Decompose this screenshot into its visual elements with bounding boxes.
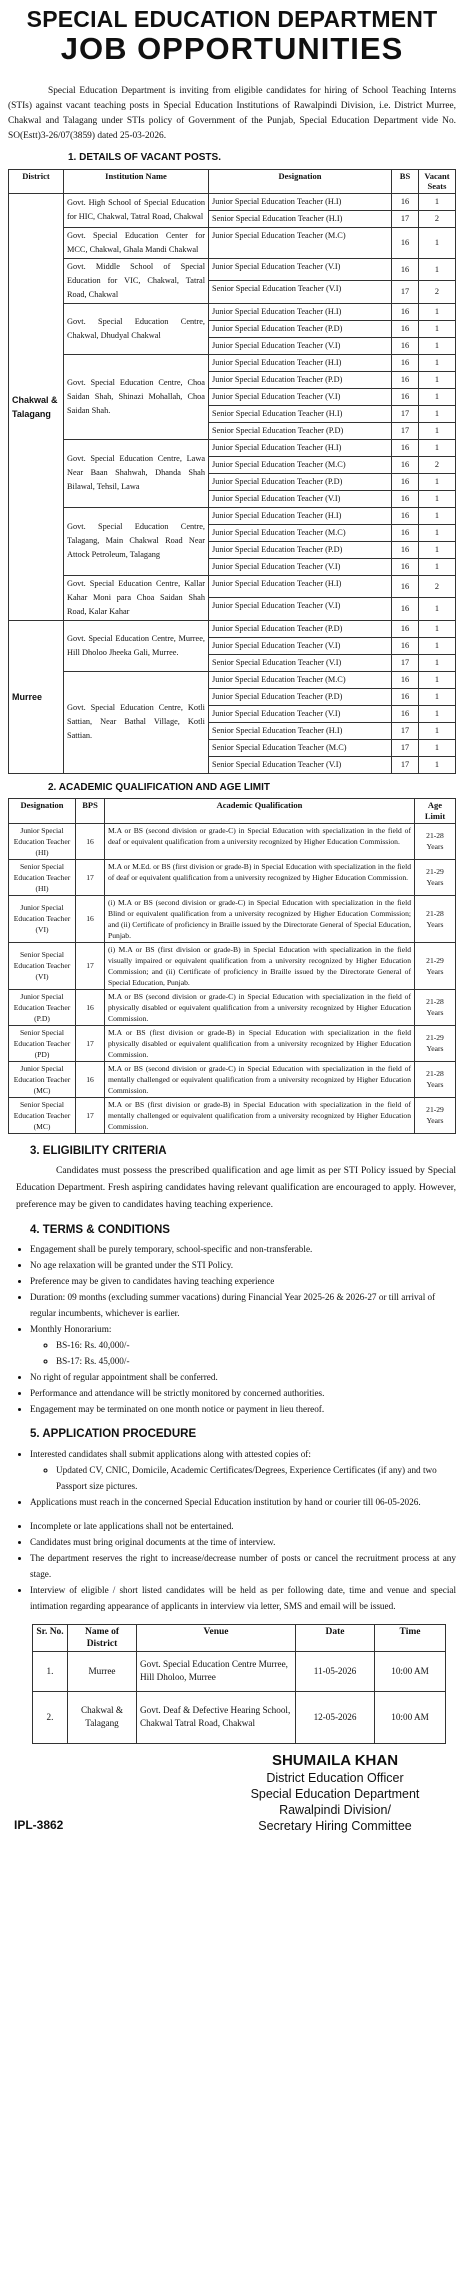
designation-cell: Junior Special Education Teacher (HI): [9, 823, 76, 859]
institution-cell: Govt. High School of Special Education for HIC, Chakwal, Tatral Road, Chakwal: [64, 193, 209, 227]
list-item: • Preference may be given to candidates having teaching experience: [30, 1273, 456, 1289]
designation-cell: Junior Special Education Teacher (H.I): [209, 439, 392, 456]
section-terms-title: 4. TERMS & CONDITIONS: [30, 1223, 170, 1236]
designation-cell: Junior Special Education Teacher (H.I): [209, 354, 392, 371]
qualification-cell: (i) M.A or BS (second division or grade-C) in Special Education with specialization in the field Blind or equivalent qualification from a university recognized by Higher Education Commission; and (ii) Certificate of proficiency in Braille issued by the Directorate General of Special Education, Punjab.: [105, 895, 415, 942]
district-cell: Murree: [68, 1651, 137, 1691]
list-item: • Candidates must bring original documents at the time of interview.: [30, 1534, 456, 1550]
bs-cell: 16: [392, 337, 419, 354]
list-item: ◦ Updated CV, CNIC, Domicile, Academic Certificates/Degrees, Experience Certificates (if any) and two Passport size pictures.: [56, 1462, 456, 1494]
table-row: [9, 439, 456, 456]
age-cell: 21-29 Years: [415, 1025, 456, 1061]
age-cell: 21-28 Years: [415, 1061, 456, 1097]
table-row: [9, 895, 456, 942]
list-item: • No age relaxation will be granted under the STI Policy.: [30, 1257, 456, 1273]
venue-cell: Govt. Special Education Centre Murree, Hill Dholoo, Murree: [137, 1651, 296, 1691]
designation-cell: Junior Special Education Teacher (P.D): [209, 688, 392, 705]
seats-cell: 1: [419, 541, 456, 558]
seats-cell: 2: [419, 575, 456, 598]
bs-cell: 17: [392, 722, 419, 739]
bs-cell: 16: [392, 598, 419, 621]
table-row: [9, 1061, 456, 1097]
designation-cell: Junior Special Education Teacher (V.I): [209, 490, 392, 507]
seats-cell: 1: [419, 490, 456, 507]
vacant-posts-table: [8, 169, 456, 774]
bs-cell: 16: [392, 371, 419, 388]
advertisement: [8, 0, 456, 1852]
seats-cell: 1: [419, 439, 456, 456]
seats-cell: 1: [419, 598, 456, 621]
table-row: [9, 507, 456, 524]
designation-cell: Senior Special Education Teacher (V.I): [209, 654, 392, 671]
signatory-name: SHUMAILA KHAN: [271, 1751, 399, 1769]
department-heading: SPECIAL EDUCATION DEPARTMENT: [26, 6, 438, 32]
col-district: District: [9, 169, 64, 193]
seats-cell: 1: [419, 620, 456, 637]
signatory-line: Special Education Department: [250, 1786, 420, 1801]
section-qualification-title: 2. ACADEMIC QUALIFICATION AND AGE LIMIT: [48, 781, 271, 793]
designation-cell: Junior Special Education Teacher (V.I): [209, 258, 392, 281]
list-item: • Performance and attendance will be strictly monitored by concerned authorities.: [30, 1385, 456, 1401]
bps-cell: 16: [76, 1061, 105, 1097]
designation-cell: Junior Special Education Teacher (V.I): [209, 558, 392, 575]
list-item: ◦ BS-16: Rs. 40,000/-: [56, 1337, 456, 1353]
age-cell: 21-28 Years: [415, 823, 456, 859]
designation-cell: Junior Special Education Teacher (P.D): [209, 620, 392, 637]
venue-cell: Govt. Deaf & Defective Hearing School, Chakwal Tatral Road, Chakwal: [137, 1691, 296, 1743]
seats-cell: 2: [419, 210, 456, 227]
designation-cell: Junior Special Education Teacher (M.C): [209, 524, 392, 541]
designation-cell: Senior Special Education Teacher (M.C): [209, 739, 392, 756]
institution-cell: Govt. Special Education Centre, Choa Saidan Shah, Shinazi Mohallah, Choa Saidan Shah.: [64, 354, 209, 439]
seats-cell: 1: [419, 705, 456, 722]
designation-cell: Junior Special Education Teacher (V.I): [209, 705, 392, 722]
age-cell: 21-28 Years: [415, 895, 456, 942]
seats-cell: 1: [419, 337, 456, 354]
bs-cell: 17: [392, 756, 419, 773]
sr-cell: 1.: [33, 1651, 68, 1691]
designation-cell: Junior Special Education Teacher (H.I): [209, 507, 392, 524]
honorarium-list: [30, 1337, 456, 1369]
date-cell: 11-05-2026: [296, 1651, 375, 1691]
table-row: [9, 354, 456, 371]
bs-cell: 17: [392, 281, 419, 304]
seats-cell: 1: [419, 524, 456, 541]
bs-cell: 16: [392, 473, 419, 490]
designation-cell: Junior Special Education Teacher (P.D): [209, 320, 392, 337]
sr-cell: 2.: [33, 1691, 68, 1743]
table-row: [9, 258, 456, 281]
seats-cell: 1: [419, 422, 456, 439]
qualification-table: [8, 798, 456, 1133]
col-bps: BPS: [76, 799, 105, 823]
qualification-cell: (i) M.A or BS (first division or grade-B) in Special Education with specialization in the field visually impaired or equivalent qualification from a university recognized by Higher Education Commission; and (ii) Certificate of proficiency in Braille issued by the Directorate General of Special Education, Punjab.: [105, 942, 415, 989]
col-bs: BS: [392, 169, 419, 193]
designation-cell: Junior Special Education Teacher (VI): [9, 895, 76, 942]
qualification-cell: M.A or BS (second division or grade-C) in Special Education with specialization in the field of mentally challenged or equivalent qualification from a university recognized by Higher Education Commission.: [105, 1061, 415, 1097]
col-age: Age Limit: [415, 799, 456, 823]
section-procedure-title: 5. APPLICATION PROCEDURE: [30, 1428, 197, 1441]
institution-cell: Govt. Special Education Center for MCC, Chakwal, Ghala Mandi Chakwal: [64, 227, 209, 258]
bs-cell: 16: [392, 354, 419, 371]
designation-cell: Senior Special Education Teacher (H.I): [209, 722, 392, 739]
institution-cell: Govt. Special Education Centre, Kotli Sattian, Near Bathal Village, Kotli Sattian.: [64, 671, 209, 773]
bs-cell: 16: [392, 541, 419, 558]
age-cell: 21-28 Years: [415, 989, 456, 1025]
institution-cell: Govt. Special Education Centre, Talagang, Main Chakwal Road Near Attock Petroleum, Talagang: [64, 507, 209, 575]
institution-cell: Govt. Special Education Centre, Kallar Kahar Moni para Choa Saidan Shah Road, Kalar Kahar: [64, 575, 209, 620]
honorarium-label: Monthly Honorarium:: [30, 1324, 112, 1335]
seats-cell: 1: [419, 558, 456, 575]
list-item: • Applications must reach in the concerned Special Education institution by hand or courier till 06-05-2026.: [30, 1494, 456, 1510]
seats-cell: 1: [419, 739, 456, 756]
list-item: • Interview of eligible / short listed candidates will be held as per following date, time and venue and special intimation regarding appearance of applicants in interview via letter, SMS and email will be issued.: [30, 1582, 456, 1614]
designation-cell: Junior Special Education Teacher (H.I): [209, 575, 392, 598]
seats-cell: 1: [419, 371, 456, 388]
bs-cell: 16: [392, 524, 419, 541]
procedure-list: [8, 1446, 456, 1510]
qualification-body: [9, 823, 456, 1133]
table-row: [33, 1691, 446, 1743]
bs-cell: 16: [392, 439, 419, 456]
list-item: • Incomplete or late applications shall not be entertained.: [30, 1518, 456, 1534]
list-item: • Engagement may be terminated on one month notice or payment in lieu thereof.: [30, 1401, 456, 1417]
table-row: [33, 1651, 446, 1691]
bs-cell: 16: [392, 388, 419, 405]
col-time: Time: [375, 1624, 446, 1651]
terms-list: [8, 1241, 456, 1417]
interview-schedule-table: [32, 1624, 446, 1744]
institution-cell: Govt. Special Education Centre, Chakwal, Dhudyal Chakwal: [64, 303, 209, 354]
signature-area: [8, 1752, 456, 1852]
bs-cell: 16: [392, 320, 419, 337]
designation-cell: Senior Special Education Teacher (HI): [9, 859, 76, 895]
col-designation: Designation: [9, 799, 76, 823]
designation-cell: Junior Special Education Teacher (P.D): [209, 473, 392, 490]
eligibility-text: Candidates must possess the prescribed qualification and age limit as per STI Policy issued by Special Education Department. Fresh aspiring candidates having relevant qualification are encouraged to apply. However, preference may be given to candidates having teaching experience.: [16, 1164, 456, 1210]
col-district: Name of District: [68, 1624, 137, 1651]
designation-cell: Junior Special Education Teacher (P.D): [209, 371, 392, 388]
seats-cell: 1: [419, 756, 456, 773]
date-cell: 12-05-2026: [296, 1691, 375, 1743]
bps-cell: 17: [76, 942, 105, 989]
designation-cell: Senior Special Education Teacher (V.I): [209, 756, 392, 773]
table-row: [9, 1097, 456, 1133]
col-designation: Designation: [209, 169, 392, 193]
list-item: • No right of regular appointment shall be conferred.: [30, 1369, 456, 1385]
table-row: [9, 303, 456, 320]
seats-cell: 1: [419, 722, 456, 739]
seats-cell: 1: [419, 654, 456, 671]
bs-cell: 17: [392, 654, 419, 671]
col-sr: Sr. No.: [33, 1624, 68, 1651]
seats-cell: 1: [419, 388, 456, 405]
qualification-cell: M.A or BS (first division or grade-B) in Special Education with specialization in the field of mentally challenged or equivalent qualification from a university recognized by Higher Education Commission.: [105, 1097, 415, 1133]
table-header-row: [33, 1624, 446, 1651]
bs-cell: 16: [392, 705, 419, 722]
designation-cell: Junior Special Education Teacher (H.I): [209, 303, 392, 320]
seats-cell: 1: [419, 303, 456, 320]
table-header-row: [9, 799, 456, 823]
list-item: • Duration: 09 months (excluding summer vacations) during Financial Year 2025-26 & 2026-27 or till arrival of regular incumbents, whichever is earlier.: [30, 1289, 456, 1321]
reference-code: IPL-3862: [14, 1817, 64, 1832]
bs-cell: 17: [392, 405, 419, 422]
seats-cell: 1: [419, 227, 456, 258]
bs-cell: 17: [392, 210, 419, 227]
bs-cell: 17: [392, 422, 419, 439]
bs-cell: 16: [392, 193, 419, 210]
signatory-line: Rawalpindi Division/: [279, 1802, 391, 1817]
list-item: [30, 1446, 456, 1494]
bs-cell: 17: [392, 739, 419, 756]
qualification-cell: M.A or BS (first division or grade-B) in Special Education with specialization in the field physically disabled or equivalent qualification from a university recognized by Higher Education Commission.: [105, 1025, 415, 1061]
bs-cell: 16: [392, 456, 419, 473]
bps-cell: 16: [76, 895, 105, 942]
table-row: [9, 193, 456, 210]
bps-cell: 17: [76, 1025, 105, 1061]
designation-cell: Senior Special Education Teacher (H.I): [209, 210, 392, 227]
bs-cell: 16: [392, 620, 419, 637]
col-qualification: Academic Qualification: [105, 799, 415, 823]
designation-cell: Junior Special Education Teacher (P.D): [209, 541, 392, 558]
seats-cell: 1: [419, 258, 456, 281]
bps-cell: 17: [76, 1097, 105, 1133]
seats-cell: 1: [419, 637, 456, 654]
designation-cell: Senior Special Education Teacher (P.D): [209, 422, 392, 439]
table-row: [9, 620, 456, 637]
designation-cell: Junior Special Education Teacher (H.I): [209, 193, 392, 210]
institution-cell: Govt. Middle School of Special Education for VIC, Chakwal, Tatral Road, Chakwal: [64, 258, 209, 303]
page-title: JOB OPPORTUNITIES: [60, 31, 404, 66]
age-cell: 21-29 Years: [415, 859, 456, 895]
table-row: [9, 989, 456, 1025]
time-cell: 10:00 AM: [375, 1651, 446, 1691]
designation-cell: Senior Special Education Teacher (H.I): [209, 405, 392, 422]
bs-cell: 16: [392, 671, 419, 688]
seats-cell: 1: [419, 688, 456, 705]
table-row: [9, 671, 456, 688]
age-cell: 21-29 Years: [415, 1097, 456, 1133]
bs-cell: 16: [392, 688, 419, 705]
seats-cell: 1: [419, 193, 456, 210]
table-row: [9, 942, 456, 989]
seats-cell: 2: [419, 456, 456, 473]
table-row: [9, 1025, 456, 1061]
designation-cell: Senior Special Education Teacher (V.I): [209, 281, 392, 304]
district-cell: Chakwal & Talagang: [9, 193, 64, 620]
bs-cell: 16: [392, 507, 419, 524]
designation-cell: Junior Special Education Teacher (P.D): [9, 989, 76, 1025]
district-cell: Murree: [9, 620, 64, 773]
bs-cell: 16: [392, 637, 419, 654]
seats-cell: 1: [419, 507, 456, 524]
designation-cell: Junior Special Education Teacher (M.C): [209, 456, 392, 473]
district-cell: Chakwal & Talagang: [68, 1691, 137, 1743]
section-eligibility-title: 3. ELIGIBILITY CRITERIA: [30, 1144, 167, 1157]
bps-cell: 17: [76, 859, 105, 895]
seats-cell: 1: [419, 354, 456, 371]
table-header-row: [9, 169, 456, 193]
table-row: [9, 227, 456, 258]
bs-cell: 16: [392, 303, 419, 320]
section-vacant-posts-title: 1. DETAILS OF VACANT POSTS.: [68, 152, 221, 163]
bs-cell: 16: [392, 575, 419, 598]
bs-cell: 16: [392, 258, 419, 281]
col-seats: Vacant Seats: [419, 169, 456, 193]
qualification-cell: M.A or BS (second division or grade-C) in Special Education with specialization in the field of physically disabled or equivalent qualification from a university recognized by Higher Education Commission.: [105, 989, 415, 1025]
designation-cell: Junior Special Education Teacher (V.I): [209, 388, 392, 405]
designation-cell: Senior Special Education Teacher (MC): [9, 1097, 76, 1133]
seats-cell: 1: [419, 320, 456, 337]
designation-cell: Junior Special Education Teacher (V.I): [209, 337, 392, 354]
designation-cell: Junior Special Education Teacher (M.C): [209, 227, 392, 258]
designation-cell: Senior Special Education Teacher (PD): [9, 1025, 76, 1061]
procedure-intro: Interested candidates shall submit applications along with attested copies of:: [30, 1448, 311, 1459]
list-item: [30, 1321, 456, 1369]
bs-cell: 16: [392, 490, 419, 507]
table-row: [9, 823, 456, 859]
list-item: ◦ BS-17: Rs. 45,000/-: [56, 1353, 456, 1369]
bps-cell: 16: [76, 989, 105, 1025]
qualification-cell: M.A or M.Ed. or BS (first division or grade-B) in Special Education with specialization in the field of deaf or equivalent qualification from a university recognized by Higher Education Commission.: [105, 859, 415, 895]
vacant-posts-body: [9, 193, 456, 773]
signatory-line: Secretary Hiring Committee: [258, 1818, 412, 1833]
age-cell: 21-29 Years: [415, 942, 456, 989]
seats-cell: 1: [419, 473, 456, 490]
designation-cell: Junior Special Education Teacher (V.I): [209, 637, 392, 654]
time-cell: 10:00 AM: [375, 1691, 446, 1743]
designation-cell: Junior Special Education Teacher (MC): [9, 1061, 76, 1097]
documents-list: [30, 1462, 456, 1494]
bs-cell: 16: [392, 558, 419, 575]
seats-cell: 1: [419, 671, 456, 688]
bs-cell: 16: [392, 227, 419, 258]
notes-list: [8, 1518, 456, 1614]
bps-cell: 16: [76, 823, 105, 859]
col-venue: Venue: [137, 1624, 296, 1651]
list-item: • The department reserves the right to increase/decrease number of posts or cancel the recruitment process at any stage.: [30, 1550, 456, 1582]
qualification-cell: M.A or BS (second division or grade-C) in Special Education with specialization in the field of deaf or equivalent qualification from a university recognized by Higher Education Commission.: [105, 823, 415, 859]
col-date: Date: [296, 1624, 375, 1651]
intro-paragraph: Special Education Department is inviting from eligible candidates for hiring of School Teaching Interns (STIs) against vacant teaching posts in Special Education Institutions of Rawalpindi Division, i.e. District Murree, Chakwal and Talagang under STIs policy of Government of the Punjab, Special Education Department vide No. SO(Estt)3-26/07(3859) dated 25-03-2026.: [8, 86, 456, 141]
seats-cell: 2: [419, 281, 456, 304]
designation-cell: Junior Special Education Teacher (M.C): [209, 671, 392, 688]
institution-cell: Govt. Special Education Centre, Murree, Hill Dholoo Jheeka Gali, Murree.: [64, 620, 209, 671]
table-row: [9, 575, 456, 598]
institution-cell: Govt. Special Education Centre, Lawa Near Baan Shahwah, Dhanda Shah Bilawal, Tehsil, Lawa: [64, 439, 209, 507]
table-row: [9, 859, 456, 895]
list-item: • Engagement shall be purely temporary, school-specific and non-transferable.: [30, 1241, 456, 1257]
designation-cell: Junior Special Education Teacher (V.I): [209, 598, 392, 621]
col-institution: Institution Name: [64, 169, 209, 193]
seats-cell: 1: [419, 405, 456, 422]
designation-cell: Senior Special Education Teacher (VI): [9, 942, 76, 989]
signatory-line: District Education Officer: [266, 1770, 404, 1785]
